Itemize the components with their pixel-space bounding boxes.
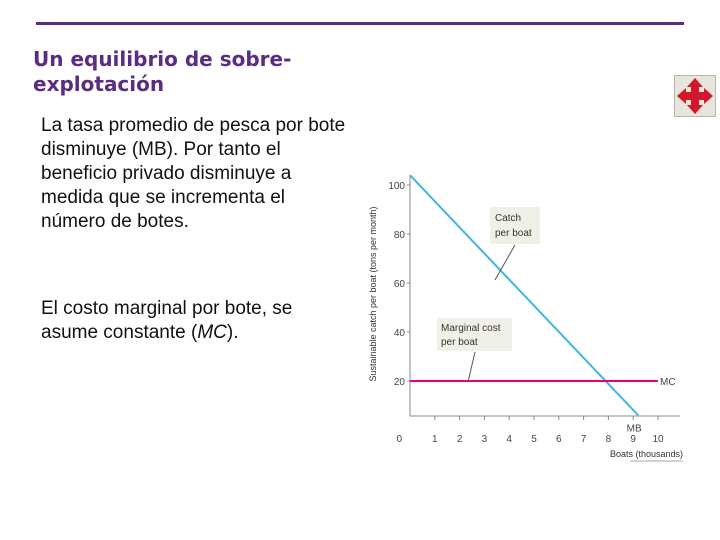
overexploitation-chart (360, 170, 700, 470)
move-arrows-icon (675, 76, 715, 116)
x-tick-label-5: 5 (531, 434, 537, 445)
paragraph-marginal-cost (41, 297, 351, 345)
y-tick-label-60: 60 (393, 279, 405, 290)
x-axis-title: Boats (thousands) (609, 449, 683, 459)
paragraph2-end: ). (226, 322, 239, 343)
series-label-mb: MB (626, 423, 642, 435)
series-label-mc: MC (660, 377, 676, 388)
origin-tick-label: 0 (396, 434, 402, 445)
paragraph-catch-decline: La tasa promedio de pesca por bote disminuye (MB). Por tanto el beneficio privado disminuye a medida que se incrementa el número de botes. (41, 115, 346, 232)
x-tick-label-7: 7 (580, 434, 587, 445)
catch-per-boat-annotation-line1: Catch (495, 213, 522, 224)
x-tick-label-8: 8 (605, 434, 612, 445)
x-tick-label-1: 1 (432, 434, 438, 445)
slide-title: Un equilibrio de sobre-explotación (33, 47, 292, 96)
y-axis-title: Sustainable catch per boat (tons per month) (368, 206, 378, 382)
series (410, 175, 676, 434)
move-button[interactable] (674, 75, 716, 117)
y-tick-label-100: 100 (388, 181, 405, 192)
y-tick-label-40: 40 (393, 328, 405, 339)
x-tick-label-2: 2 (456, 434, 463, 445)
paragraph2-mc: MC (197, 322, 227, 343)
marginal-cost-annotation-line1: Marginal cost (441, 323, 501, 334)
catch-per-boat-annotation-line2: per boat (495, 228, 532, 239)
axes (410, 175, 680, 416)
x-tick-label-10: 10 (652, 434, 664, 445)
x-tick-label-3: 3 (481, 434, 488, 445)
y-tick-label-20: 20 (393, 377, 405, 388)
paragraph2-text: El costo marginal por bote, se asume constante ( (41, 298, 293, 343)
x-tick-label-6: 6 (556, 434, 562, 445)
x-tick-label-9: 9 (630, 434, 636, 445)
y-tick-label-80: 80 (393, 230, 405, 241)
title-rule (36, 22, 684, 25)
x-tick-label-4: 4 (506, 434, 512, 445)
marginal-cost-annotation-line2: per boat (441, 337, 478, 348)
marginal-cost-pointer (468, 352, 475, 382)
